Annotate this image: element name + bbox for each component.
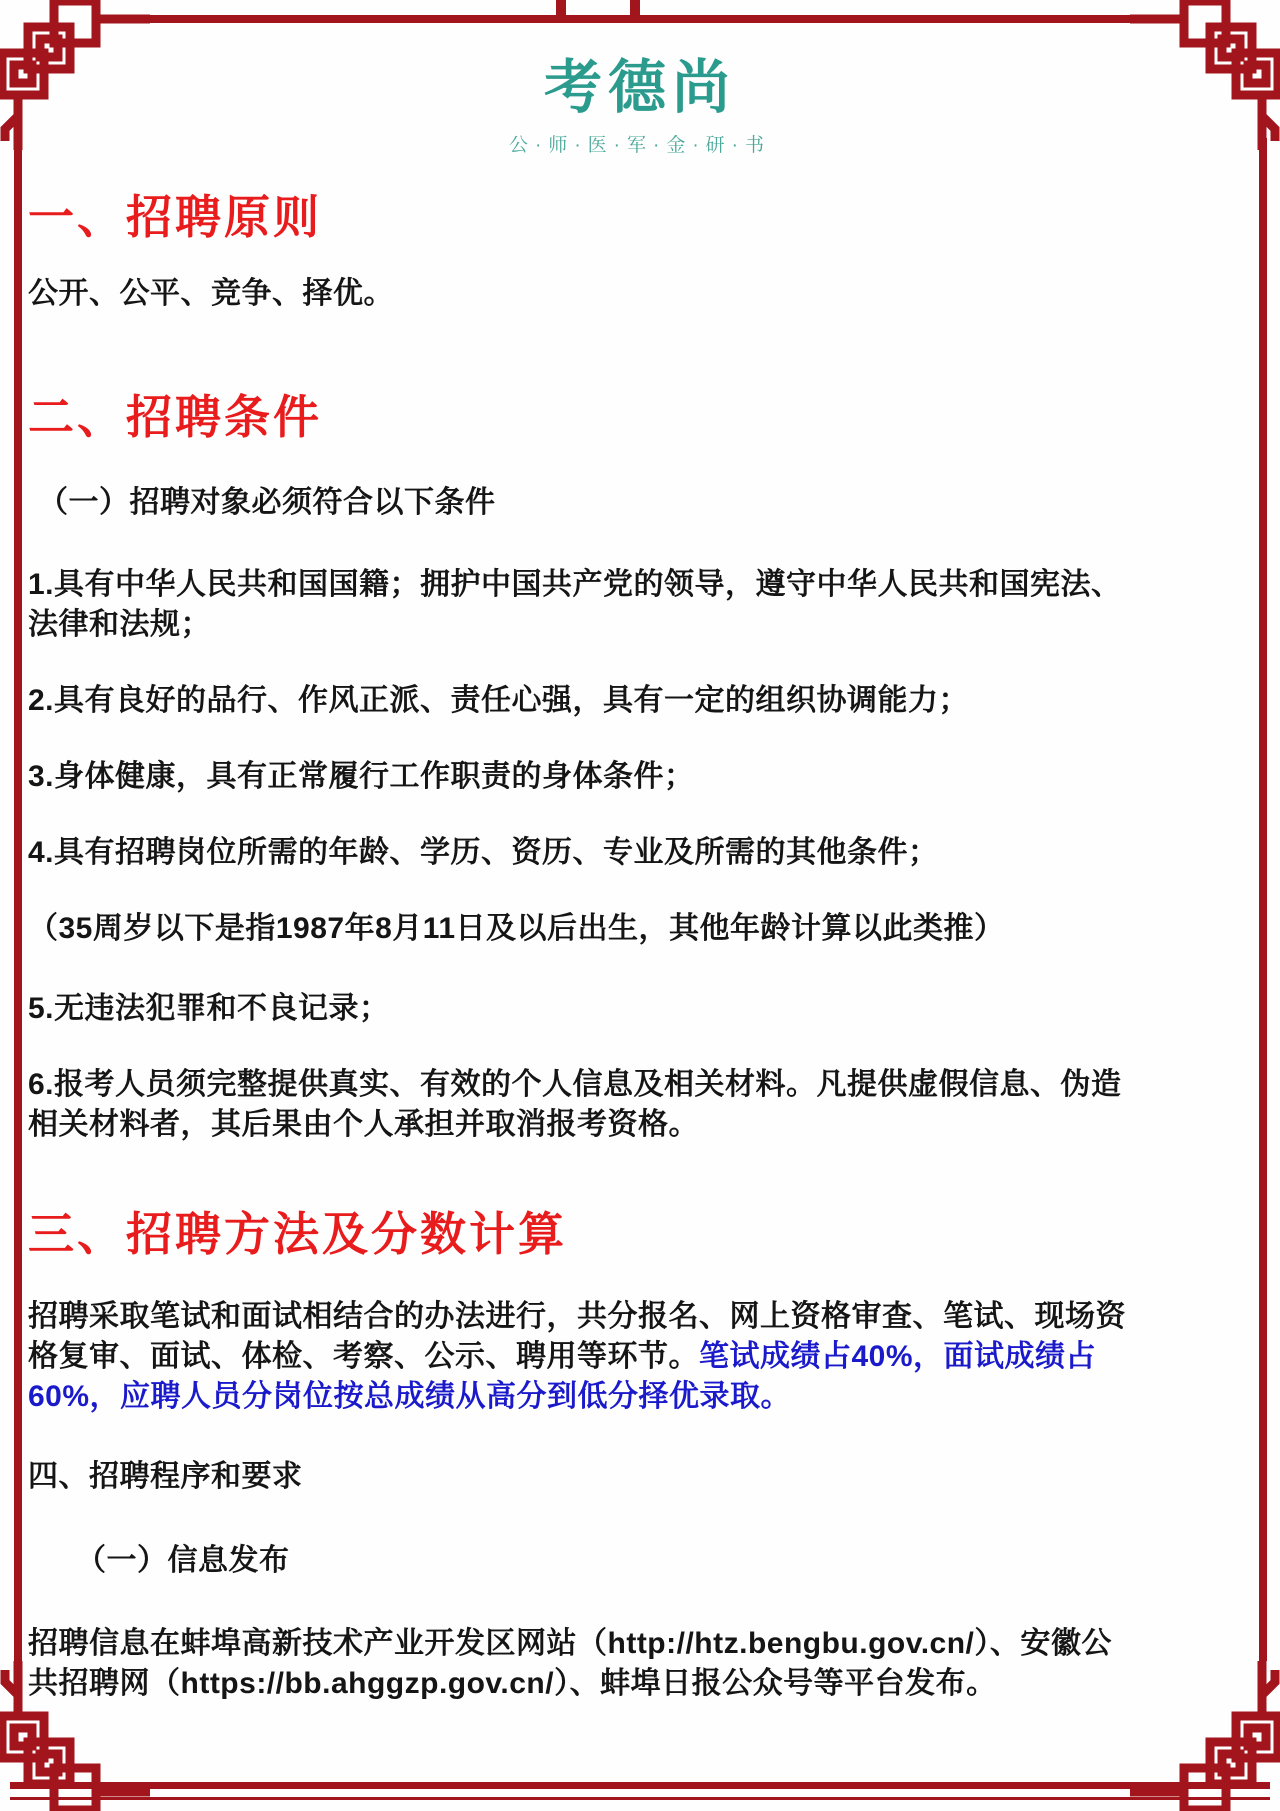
section3-text-blue: 笔试成绩占40%，面试成绩占60%，应聘人员分岗位按总成绩从高分到低分择优录取。 [28,1339,1097,1413]
condition-item-6: 6.报考人员须完整提供真实、有效的个人信息及相关材料。凡提供虚假信息、伪造相关材料者，其后果由个人承担并取消报考资格。 [28,1068,1122,1142]
section3-paragraph [28,1297,1128,1417]
condition-item-4: 4.具有招聘岗位所需的年龄、学历、资历、专业及所需的其他条件； [28,836,939,870]
section1-body: 公开、公平、竞争、择优。 [28,276,394,310]
section4-heading: 四、招聘程序和要求 [28,1459,303,1493]
section3-heading: 三、招聘方法及分数计算 [28,1208,567,1261]
brand-name: 考德尚 [543,55,736,120]
section2-heading: 二、招聘条件 [28,390,322,443]
chinese-knot-corner-icon [1130,1661,1280,1811]
section2-subheading: （一）招聘对象必须符合以下条件 [38,486,496,520]
section1-heading: 一、招聘原则 [28,191,322,243]
frame-bottom-line-thin [10,1797,1270,1800]
frame-bottom-line-thick [10,1782,1270,1789]
condition-item-5: 5.无违法犯罪和不良记录； [28,992,390,1026]
frame-left-line [14,138,22,1661]
condition-item-1: 1.具有中华人民共和国国籍；拥护中国共产党的领导，遵守中华人民共和国宪法、法律和法规； [28,568,1122,642]
frame-right-line [1259,138,1267,1661]
brand-tagline: 公·师·医·军·金·研·书 [509,134,771,156]
section3-text-black: 招聘采取笔试和面试相结合的办法进行，共分报名、网上资格审查、笔试、现场资格复审、面试、体检、考察、公示、聘用等环节。 [28,1299,1126,1373]
condition-item-2: 2.具有良好的品行、作风正派、责任心强，具有一定的组织协调能力； [28,684,970,718]
section4-body: 招聘信息在蚌埠高新技术产业开发区网站（http://htz.bengbu.gov.cn/）、安徽公共招聘网（https://bb.ahggzp.gov.cn/）、蚌埠日报公众号等平台发布。 [28,1626,1112,1700]
document-body [28,0,1128,1704]
section4-subheading: （一）信息发布 [76,1543,290,1577]
condition-age-note: （35周岁以下是指1987年8月11日及以后出生，其他年龄计算以此类推） [28,912,1005,946]
condition-item-3: 3.身体健康，具有正常履行工作职责的身体条件； [28,760,695,794]
